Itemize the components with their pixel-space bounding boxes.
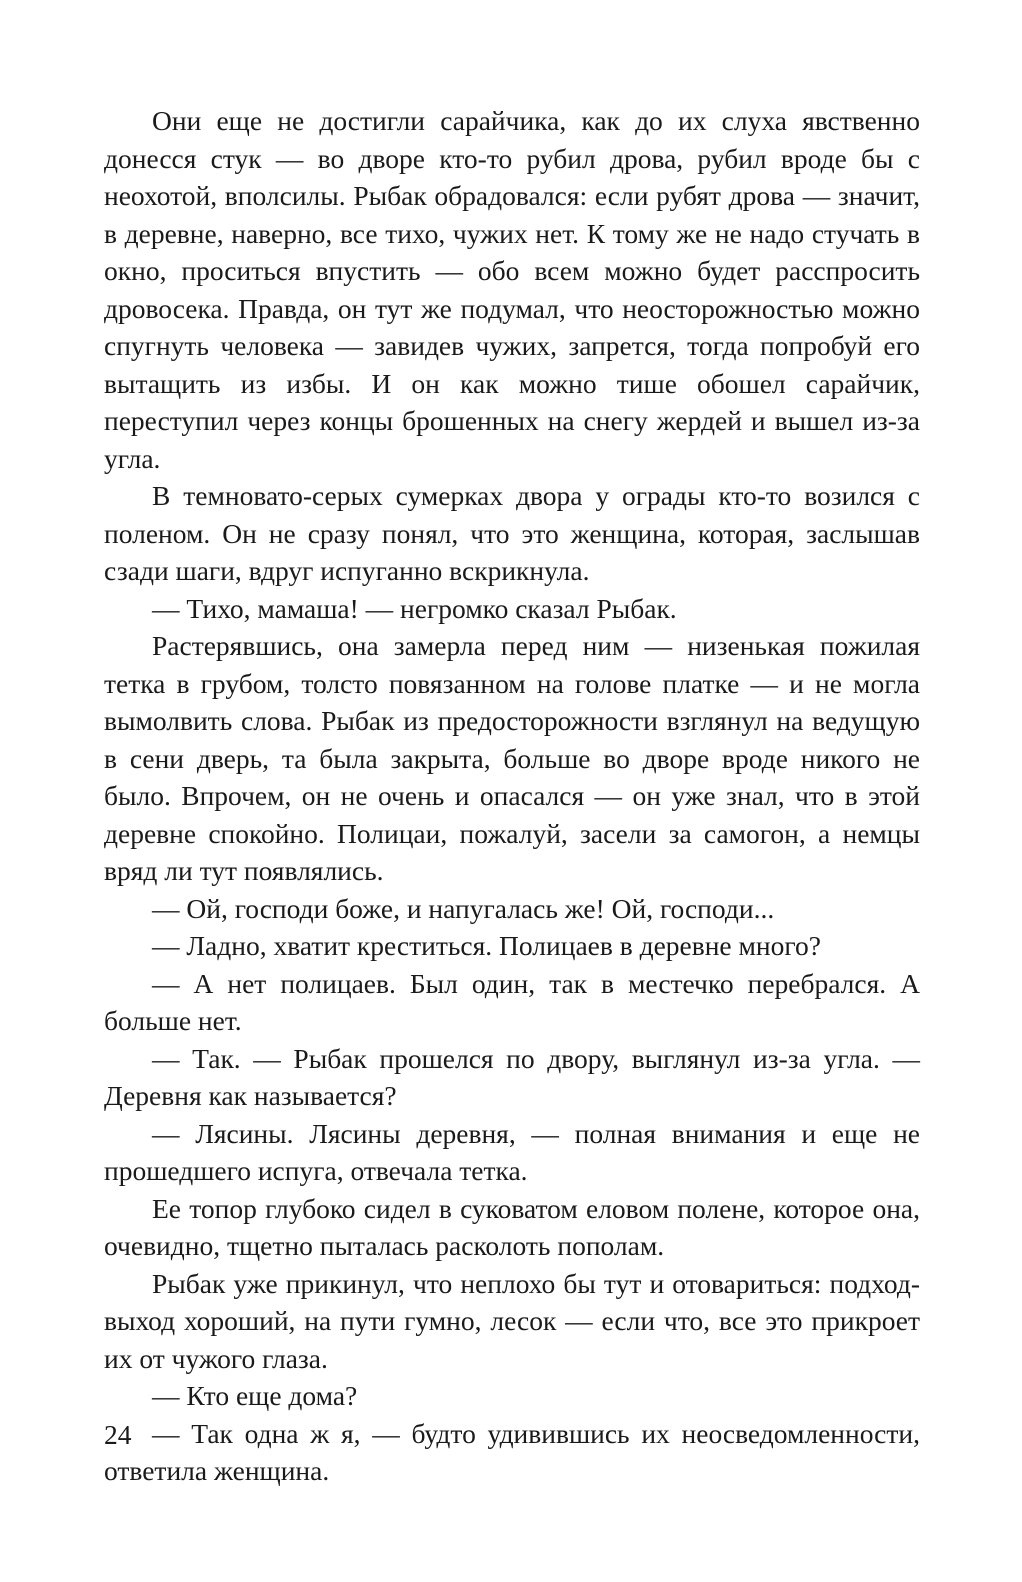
paragraph-3: — Тихо, мамаша! — негромко сказал Рыбак. [152,592,677,624]
paragraph-5: — Ой, господи боже, и напугалась же! Ой, господи... [152,892,775,924]
paragraph-12: — Кто еще дома? [152,1380,358,1411]
paragraph-13: — Так одна ж я, — будто удивившись их неосведомленности, ответила женщина. [104,1417,920,1486]
paragraph-1: Они еще не достигли сарайчика, как до их слуха явственно донесся стук — во дворе кто-то рубил дрова, рубил вроде бы с неохотой, вполсилы. Рыбак обрадовался: если рубят дрова — значит, в деревне, наверно, все тихо, чужих нет. К тому же не надо стучать в окно, проситься впустить — обо всем можно будет расспросить дровосека. Правда, он тут же подумал, что неосторожностью можно спугнуть человека — завидев чужих, запрется, тогда попробуй его вытащить из избы. И он как можно тише обошел сарайчик, переступил через концы брошенных на снегу жердей и вышел из-за угла. [104,105,920,474]
paragraph-4: Растерявшись, она замерла перед ним — низенькая пожилая тетка в грубом, толсто повязанном на голове платке — и не могла вымолвить слова. Рыбак из предосторожности взглянул на ведущую в сени дверь, та была закрыта, больше во дворе вроде никого не было. Впрочем, он не очень и опасался — он уже знал, что в этой деревне спокойно. Полицаи, пожалуй, засели за самогон, а немцы вряд ли тут появлялись. [104,630,920,886]
paragraph-10: Ее топор глубоко сидел в суковатом еловом полене, которое она, очевидно, тщетно пыталась расколоть пополам. [104,1192,920,1261]
paragraph-11: Рыбак уже прикинул, что неплохо бы тут и отовариться: подход-выход хороший, на пути гумно, лесок — если что, все это прикроет их от чужого глаза. [104,1267,920,1374]
book-page-text [104,102,920,1490]
paragraph-8: — Так. — Рыбак прошелся по двору, выглянул из-за угла. — Деревня как называется? [104,1042,920,1111]
paragraph-6: — Ладно, хватит креститься. Полицаев в деревне много? [152,930,821,961]
paragraph-9: — Лясины. Лясины деревня, — полная внимания и еще не прошедшего испуга, отвечала тетка. [104,1117,920,1186]
page-number: 24 [104,1419,132,1450]
paragraph-7: — А нет полицаев. Был один, так в местечко перебрался. А больше нет. [104,967,920,1036]
paragraph-2: В темновато-серых сумерках двора у ограды кто-то возился с поленом. Он не сразу понял, что это женщина, которая, заслышав сзади шаги, вдруг испуганно вскрикнула. [104,480,920,586]
